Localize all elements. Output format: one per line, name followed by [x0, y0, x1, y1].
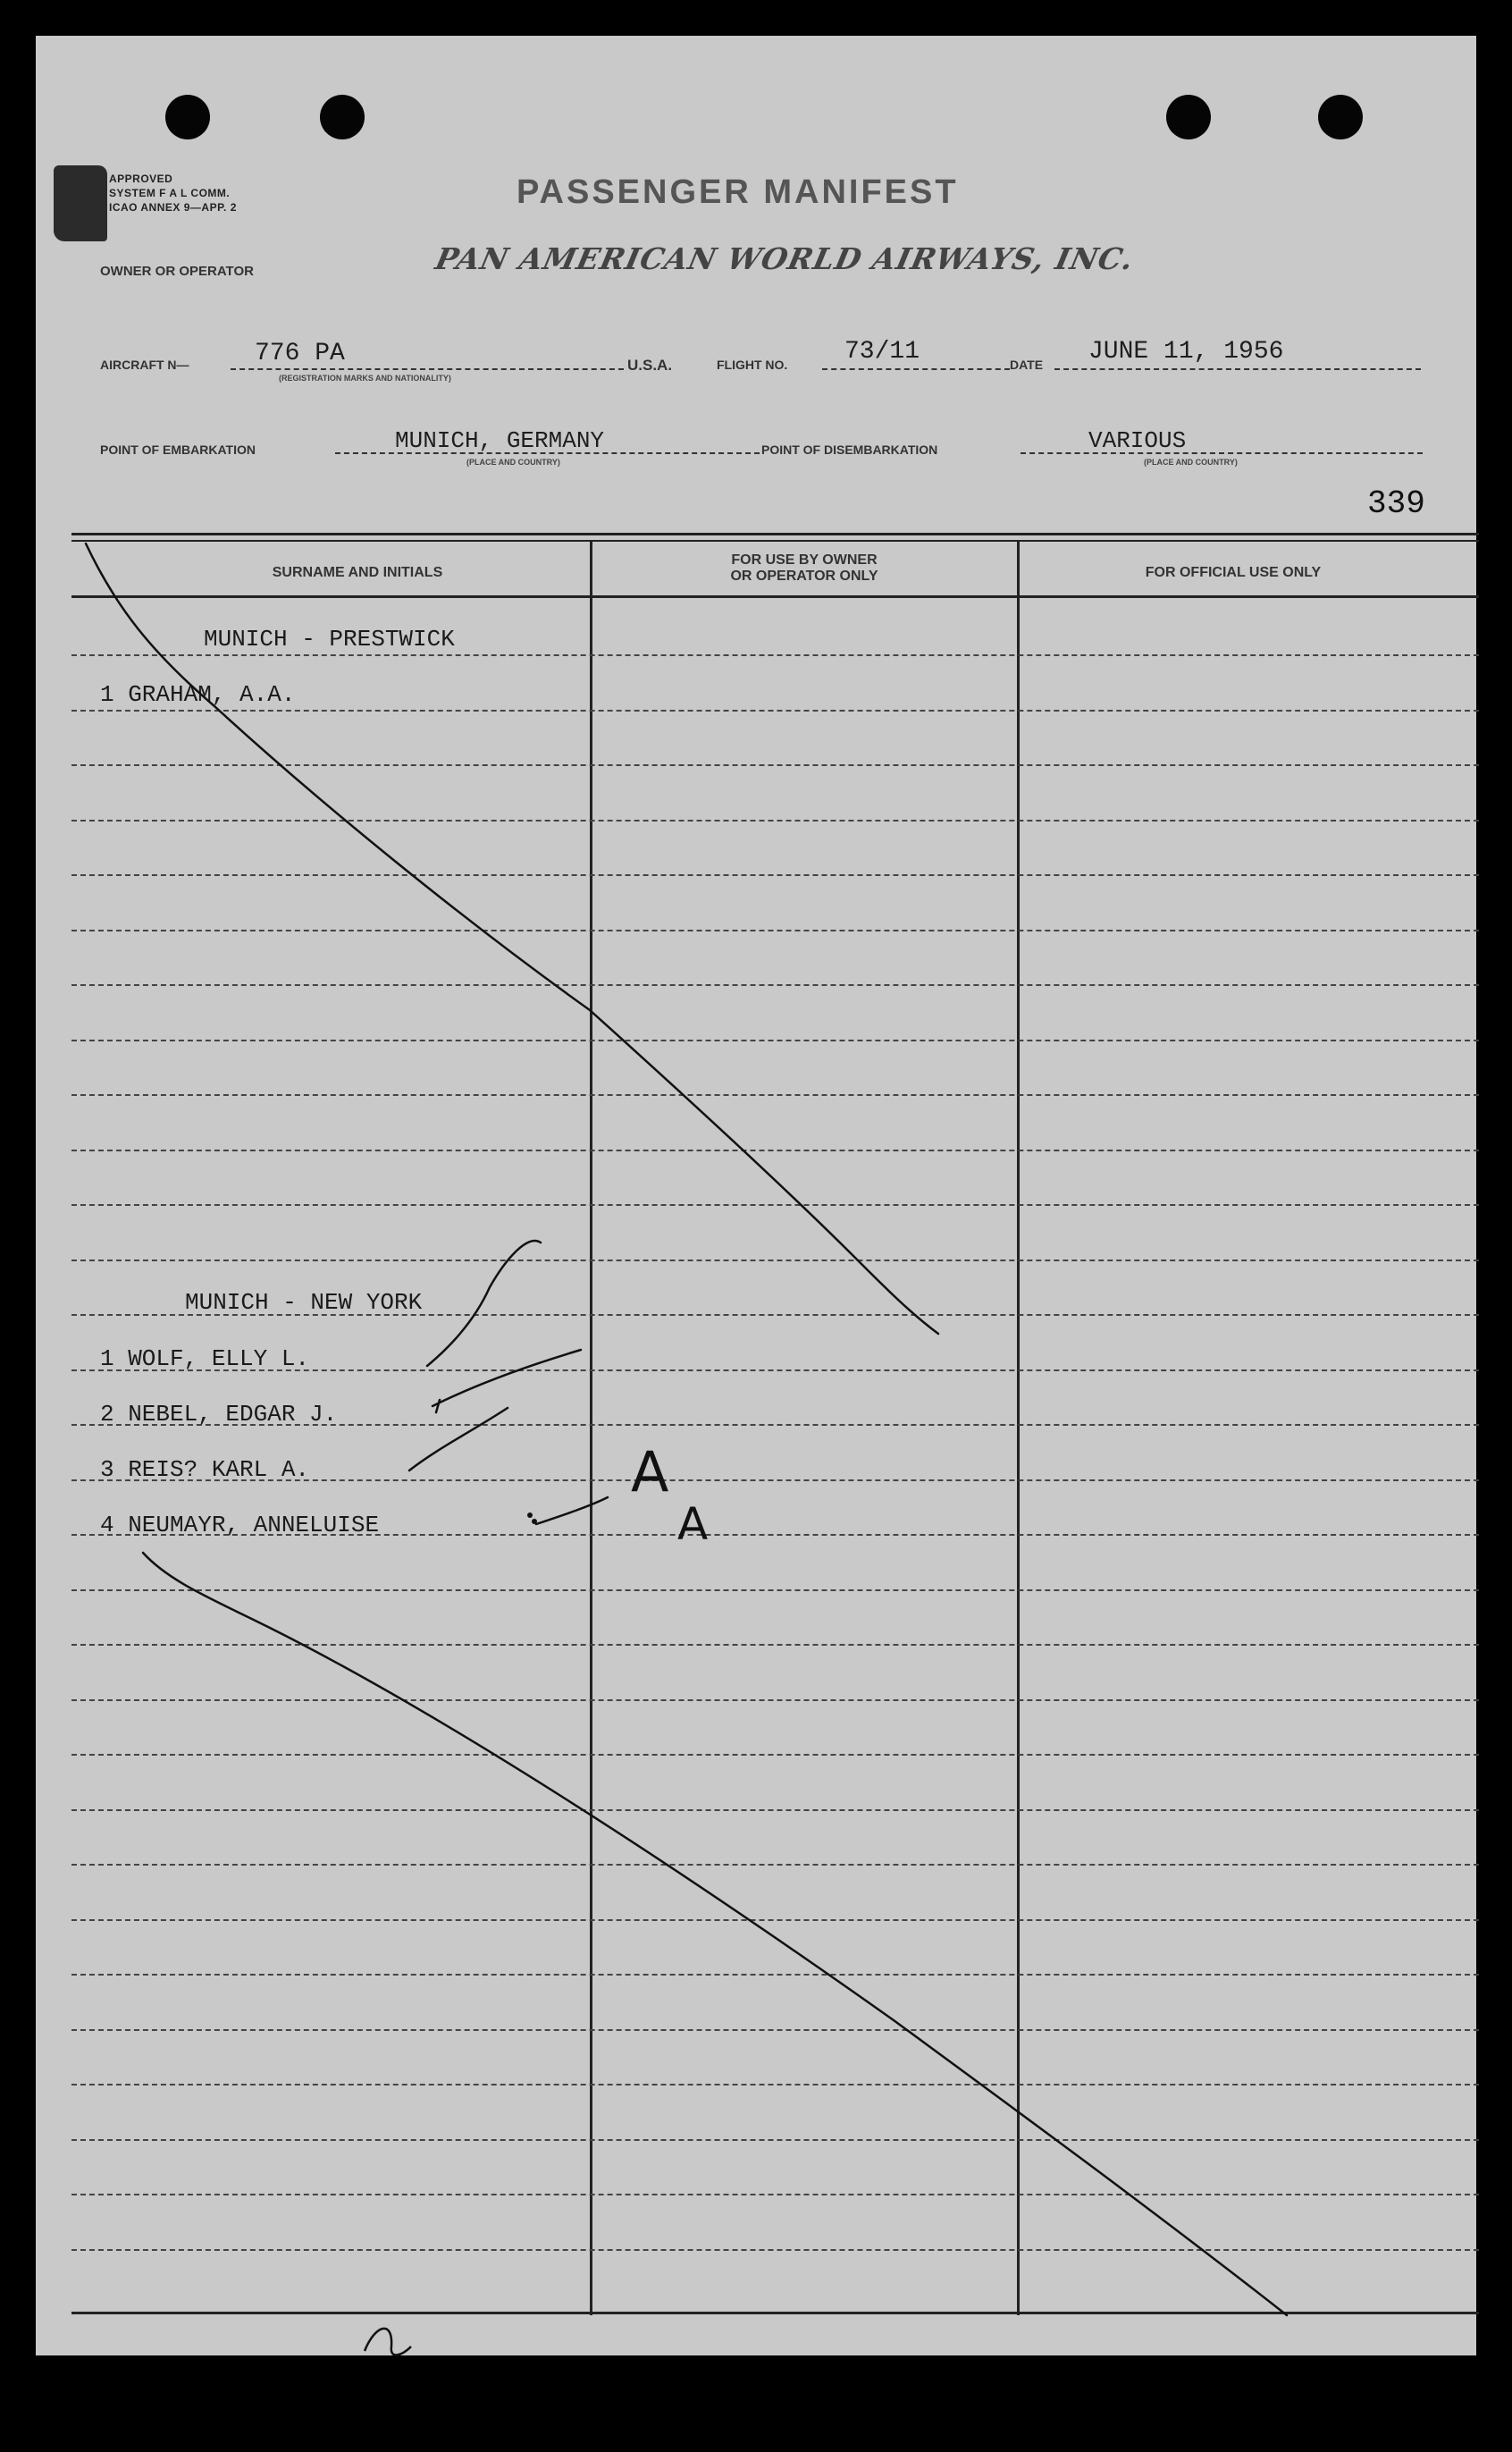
aircraft-value: 776 PA — [255, 340, 345, 367]
passenger-row: 4 NEUMAYR, ANNELUISE — [100, 1512, 380, 1538]
embarkation-value: MUNICH, GERMANY — [395, 427, 605, 454]
aircraft-label: AIRCRAFT N— — [100, 358, 189, 372]
column-header-surname: SURNAME AND INITIALS — [272, 565, 443, 580]
embarkation-label: POINT OF EMBARKATION — [100, 442, 256, 457]
page-title: PASSENGER MANIFEST — [517, 173, 959, 211]
passenger-row: 1 GRAHAM, A.A. — [100, 681, 296, 708]
usa-label: U.S.A. — [627, 357, 673, 374]
owner-label: OWNER OR OPERATOR — [100, 264, 254, 279]
document-number: 339 — [1367, 485, 1425, 522]
disembarkation-label: POINT OF DISEMBARKATION — [761, 442, 938, 457]
flight-no-value: 73/11 — [844, 338, 920, 366]
aircraft-sub-label: (REGISTRATION MARKS AND NATIONALITY) — [279, 374, 451, 383]
stamp-line-2: SYSTEM F A L COMM. — [109, 187, 231, 199]
check-mark-2 — [433, 1350, 581, 1406]
handwritten-mark-a1: A — [631, 1439, 669, 1504]
pen-strike-upper — [86, 543, 938, 1334]
check-mark-1 — [427, 1241, 541, 1366]
route-header-prestwick: MUNICH - PRESTWICK — [204, 626, 455, 653]
check-mark-3 — [409, 1408, 508, 1470]
stamp-line-3: ICAO ANNEX 9—APP. 2 — [109, 201, 237, 214]
embarkation-sub-label: (PLACE AND COUNTRY) — [466, 458, 560, 467]
disembarkation-sub-label: (PLACE AND COUNTRY) — [1144, 458, 1238, 467]
margin-scrawl — [365, 2329, 411, 2355]
column-header-owner-use: FOR USE BY OWNER OR OPERATOR ONLY — [730, 552, 878, 584]
date-label: DATE — [1010, 358, 1044, 372]
disembarkation-value: VARIOUS — [1088, 427, 1187, 454]
date-value: JUNE 11, 1956 — [1088, 338, 1284, 366]
passenger-row: 1 WOLF, ELLY L. — [100, 1345, 310, 1372]
pen-strike-lower — [143, 1553, 1287, 2315]
company-name: PAN AMERICAN WORLD AIRWAYS, INC. — [432, 241, 1138, 276]
passenger-row: 2 NEBEL, EDGAR J. — [100, 1401, 338, 1428]
check-mark-4 — [536, 1497, 608, 1524]
pen-dot — [532, 1519, 537, 1524]
flight-no-label: FLIGHT NO. — [717, 358, 788, 372]
tick-small — [436, 1400, 440, 1412]
passenger-row: 3 REIS? KARL A. — [100, 1456, 310, 1483]
handwritten-mark-a2: A — [677, 1498, 709, 1550]
column-header-official-use: FOR OFFICIAL USE ONLY — [1145, 565, 1322, 580]
route-header-new-york: MUNICH - NEW YORK — [185, 1289, 423, 1316]
stamp-line-1: APPROVED — [109, 173, 173, 185]
pen-dot — [527, 1512, 533, 1518]
